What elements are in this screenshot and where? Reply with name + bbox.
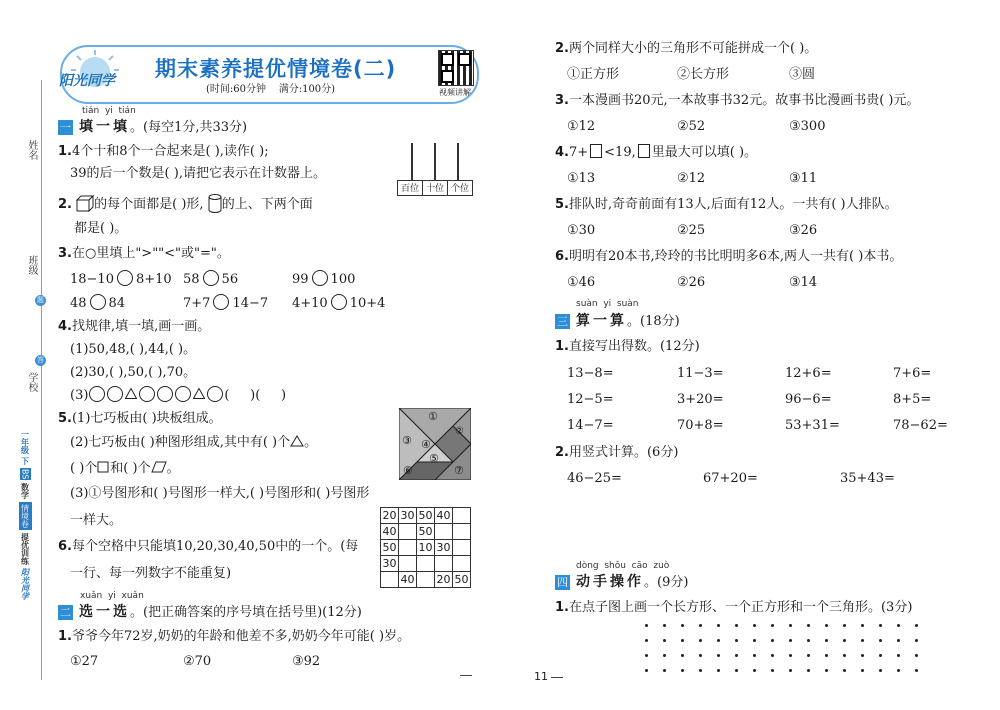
s2-q4	[555, 144, 757, 162]
section4-note: 。(9分)	[644, 575, 689, 590]
grid-dot[interactable]	[843, 639, 846, 642]
tangram-label: ①	[428, 410, 438, 423]
tangram-label: ④	[421, 438, 431, 451]
grid-cell: 50	[418, 525, 433, 538]
section1-badge: 一	[60, 121, 71, 134]
grid-dot[interactable]	[753, 654, 756, 657]
section2-note: 。(把正确答案的序号填在括号里)(12分)	[130, 605, 362, 620]
question-text: 爷爷今年72岁,奶奶的年龄和他差不多,奶奶今年可能( )岁。	[71, 629, 411, 644]
s1-q5-l2	[70, 434, 317, 452]
calc-item: 13−8=	[567, 366, 614, 381]
grid-dot[interactable]	[915, 624, 918, 627]
option[interactable]: ②70	[183, 654, 212, 669]
grid-cell: 40	[382, 525, 397, 538]
grid-dot[interactable]	[663, 639, 666, 642]
grid-cell[interactable]	[435, 556, 453, 572]
parallelogram-icon	[151, 461, 167, 473]
compare-circle[interactable]	[312, 270, 328, 286]
grid-dot[interactable]	[681, 624, 684, 627]
question-text: 每个空格中只能填10,20,30,40,50中的一个。(每	[71, 539, 359, 554]
compare-right: 14−7	[232, 296, 269, 311]
grid-row	[381, 540, 471, 556]
grid-dot[interactable]	[699, 639, 702, 642]
option[interactable]: ①27	[70, 654, 99, 669]
grid-dot[interactable]	[699, 669, 702, 672]
s2-q3	[555, 92, 919, 110]
grid-cell[interactable]	[453, 524, 471, 540]
grid-dot[interactable]	[735, 669, 738, 672]
section3-pinyin: suàn yi suàn	[576, 299, 639, 309]
grid-dot[interactable]	[717, 654, 720, 657]
compare-right: 8+10	[135, 272, 172, 287]
s3-q2	[555, 444, 678, 462]
grid-dot[interactable]	[897, 639, 900, 642]
grid-cell: 40	[400, 573, 415, 586]
grid-dot[interactable]	[663, 624, 666, 627]
question-number: 2.	[555, 41, 569, 56]
sidebar-divider	[41, 80, 42, 680]
s1-q6-l1	[58, 538, 358, 556]
question-text: 一本漫画书20元,一本故事书32元。故事书比漫画书贵( )元。	[568, 93, 920, 108]
section3-heading	[555, 312, 680, 331]
compare-right: 10+4	[349, 296, 386, 311]
grid-cell: 20	[382, 509, 397, 522]
sun-logo	[55, 48, 137, 98]
section2-heading	[58, 603, 362, 622]
s2-q1	[58, 628, 410, 646]
section3-title: 算一算	[576, 313, 627, 329]
s1-q2-line1	[58, 194, 313, 214]
question-text: 两个同样大小的三角形不可能拼成一个( )。	[568, 41, 818, 56]
section4-pinyin: dòng shǒu cāo zuò	[576, 561, 670, 571]
triangle-shape-icon	[193, 388, 205, 399]
section4-heading	[555, 573, 688, 592]
grid-dot[interactable]	[807, 669, 810, 672]
page-title: 期末素养提优情境卷(二)	[155, 57, 397, 81]
calc-item: 78−62=	[893, 418, 948, 433]
grid-dot[interactable]	[861, 624, 864, 627]
qr-code[interactable]	[438, 50, 474, 86]
tangram-label: ⑤	[429, 452, 439, 465]
s3-q1	[555, 338, 700, 356]
question-number: 2.	[58, 197, 72, 212]
question-number: 1.	[555, 339, 569, 354]
s1-q4-l3	[70, 386, 286, 405]
s2-q6	[555, 248, 902, 266]
s1-q5-l1	[58, 410, 222, 428]
s1-q5-l4: (3)①号图形和( )号图形一样大,( )号图形和( )号图形	[70, 486, 370, 501]
question-number: 2.	[555, 445, 569, 460]
sidebar-dot-2: 答	[37, 356, 44, 364]
s1-q4-l1: (1)50,48,( ),44,( )。	[70, 342, 197, 357]
grid-dot[interactable]	[789, 669, 792, 672]
grid-dot[interactable]	[753, 669, 756, 672]
triangle-shape-icon	[125, 388, 137, 399]
question-text: 用竖式计算。(6分)	[568, 445, 679, 460]
grid-dot[interactable]	[771, 669, 774, 672]
grid-dot[interactable]	[717, 669, 720, 672]
sidebar-brand-line: 数学	[20, 483, 30, 500]
question-number: 5.	[58, 411, 72, 426]
section2-title: 选一选	[79, 604, 130, 620]
grid-dot[interactable]	[663, 654, 666, 657]
grid-cell: 30	[436, 541, 451, 554]
grid-dot[interactable]	[645, 654, 648, 657]
vertical-calc-item: 67+20=	[703, 471, 758, 486]
grid-dot[interactable]	[897, 654, 900, 657]
blank-box[interactable]	[638, 144, 650, 158]
abacus[interactable]	[397, 143, 473, 195]
s1-q1-line2: 39的后一个数是( ),请把它表示在计数器上。	[70, 166, 326, 181]
sidebar-brand-line: 阳光同学	[20, 568, 30, 601]
section3-badge: 三	[557, 315, 568, 328]
s1-q2-line2: 都是( )。	[74, 221, 128, 236]
footer-dash	[460, 675, 472, 676]
option[interactable]: ②52	[677, 119, 706, 134]
question-text: 和( )个	[110, 461, 151, 476]
grid-dot[interactable]	[843, 654, 846, 657]
grid-dot[interactable]	[807, 654, 810, 657]
question-text: 找规律,填一填,画一画。	[71, 319, 211, 334]
section4-title: 动手操作	[576, 574, 644, 590]
calc-item: 3+20=	[677, 392, 724, 407]
grid-dot[interactable]	[807, 639, 810, 642]
grid-dot[interactable]	[789, 654, 792, 657]
grid-cell: 40	[436, 509, 451, 522]
grid-dot[interactable]	[915, 654, 918, 657]
grid-cell: 20	[436, 573, 451, 586]
s1-q1-line1	[58, 143, 269, 161]
question-text: ( )个	[70, 461, 98, 476]
option[interactable]: ①正方形	[567, 67, 620, 82]
grid-dot[interactable]	[735, 624, 738, 627]
grid-cell[interactable]	[453, 508, 471, 524]
sidebar-brand-line: 提优训练	[20, 533, 30, 566]
question-text: 。	[166, 461, 180, 476]
s1-q4-l2: (2)30,( ),50,( ),70。	[70, 365, 197, 380]
tangram-label: ③	[402, 434, 412, 447]
section2-badge: 二	[60, 606, 71, 619]
compare-item	[183, 294, 268, 313]
dot-grid[interactable]	[645, 624, 935, 676]
grid-cell[interactable]	[417, 572, 435, 588]
option[interactable]: ①13	[567, 171, 596, 186]
grid-dot[interactable]	[879, 639, 882, 642]
compare-right: 84	[108, 296, 126, 311]
calc-item: 14−7=	[567, 418, 614, 433]
grid-dot[interactable]	[771, 654, 774, 657]
section1-title: 填一填	[79, 119, 130, 135]
cylinder-icon	[208, 194, 222, 213]
option[interactable]: ③圆	[789, 67, 816, 82]
calc-item: 53+31=	[785, 418, 840, 433]
grid-cell[interactable]	[381, 572, 399, 588]
grid-dot[interactable]	[645, 639, 648, 642]
s2-q2	[555, 40, 817, 58]
question-text: ( )( )	[224, 388, 287, 403]
calc-item: 96−6=	[785, 392, 832, 407]
compare-left: 18−10	[70, 272, 114, 287]
question-text: 直接写出得数。(12分)	[568, 339, 700, 354]
grid-dot[interactable]	[753, 639, 756, 642]
grid-dot[interactable]	[861, 639, 864, 642]
question-number: 1.	[58, 629, 72, 644]
grid-dot[interactable]	[825, 654, 828, 657]
option[interactable]: ①12	[567, 119, 596, 134]
s1-q5-l5: 一样大。	[70, 513, 123, 528]
grid-dot[interactable]	[843, 669, 846, 672]
grid-dot[interactable]	[897, 624, 900, 627]
logo-text: 阳光同学	[59, 73, 115, 89]
section2-pinyin: xuǎn yi xuǎn	[80, 591, 144, 601]
question-text: 明明有20本书,玲玲的书比明明多6本,两人一共有( )本书。	[568, 249, 903, 264]
calc-item: 11−3=	[677, 366, 724, 381]
abacus-label: 十位	[423, 181, 448, 195]
section1-heading	[58, 118, 247, 137]
section1-note: 。(每空1分,共33分)	[130, 120, 248, 135]
compare-item	[70, 270, 172, 289]
vertical-calc-item: 35+43=	[840, 471, 895, 486]
question-number: 6.	[555, 249, 569, 264]
compare-item	[292, 294, 385, 313]
s1-q5-l3	[70, 460, 180, 478]
calc-item: 70+8=	[677, 418, 724, 433]
question-number: 3.	[555, 93, 569, 108]
cube-icon	[76, 195, 94, 212]
grid-dot[interactable]	[735, 654, 738, 657]
grid-cell: 30	[400, 509, 415, 522]
class-label: 班级	[26, 255, 37, 275]
grid-dot[interactable]	[861, 654, 864, 657]
tangram	[399, 408, 471, 480]
grid-row	[381, 556, 471, 572]
footer-dash	[551, 677, 563, 678]
question-text: 在○里填上">""<"或"="。	[71, 246, 230, 261]
grid-dot[interactable]	[681, 654, 684, 657]
compare-right: 100	[330, 272, 356, 287]
question-text: 的上、下两个面	[221, 197, 313, 212]
compare-item	[70, 294, 125, 313]
abacus-label: 个位	[450, 184, 469, 194]
vertical-calc-item: 46−25=	[567, 471, 622, 486]
grid-dot[interactable]	[915, 639, 918, 642]
name-label: 姓名	[26, 140, 37, 160]
question-number: 4.	[555, 145, 569, 160]
grid-dot[interactable]	[771, 639, 774, 642]
compare-left: 99	[292, 272, 309, 287]
grid-dot[interactable]	[753, 624, 756, 627]
blank-box[interactable]	[590, 144, 602, 158]
compare-circle[interactable]	[90, 294, 106, 310]
question-text: 。	[304, 435, 318, 450]
grid-cell[interactable]	[399, 540, 417, 556]
compare-item	[183, 270, 238, 289]
question-text: 里最大可以填( )。	[651, 145, 758, 160]
grid-dot[interactable]	[879, 669, 882, 672]
abacus-label: 百位	[398, 181, 423, 195]
grid-dot[interactable]	[681, 639, 684, 642]
s4-q1	[555, 599, 912, 617]
grid-dot[interactable]	[699, 624, 702, 627]
grid-cell[interactable]	[399, 556, 417, 572]
compare-left: 58	[183, 272, 200, 287]
sidebar-brand-line: BS	[20, 468, 30, 480]
grid-dot[interactable]	[807, 624, 810, 627]
grid-dot[interactable]	[825, 669, 828, 672]
section1-pinyin: tián yi tián	[82, 106, 136, 116]
grid-cell: 50	[454, 573, 469, 586]
sidebar-dot-1: 题	[37, 296, 44, 304]
grid-cell: 50	[382, 541, 397, 554]
question-text: 4个十和8个一合起来是( ),读作( );	[71, 144, 269, 159]
sidebar-brand-line: 一年级 下	[20, 430, 30, 465]
question-text: 排队时,奇奇前面有13人,后面有12人。一共有( )人排队。	[568, 197, 898, 212]
grid-cell[interactable]	[399, 524, 417, 540]
option[interactable]: ③300	[789, 119, 826, 134]
grid-row	[381, 524, 471, 540]
grid-dot[interactable]	[825, 624, 828, 627]
compare-left: 4+10	[292, 296, 328, 311]
grid-dot[interactable]	[861, 669, 864, 672]
question-text: 7+	[568, 145, 589, 160]
option[interactable]: ①46	[567, 275, 596, 290]
s1-q6-l2: 一行、每一列数字不能重复)	[70, 566, 232, 581]
grid-dot[interactable]	[843, 624, 846, 627]
question-text: <19,	[604, 145, 636, 160]
option[interactable]: ③11	[789, 171, 818, 186]
grid-dot[interactable]	[645, 669, 648, 672]
circle-shape-icon	[139, 386, 155, 402]
calc-item: 8+5=	[893, 392, 932, 407]
grid-dot[interactable]	[663, 669, 666, 672]
compare-circle[interactable]	[213, 294, 229, 310]
grid-cell[interactable]	[417, 556, 435, 572]
question-number: 5.	[555, 197, 569, 212]
grid-dot[interactable]	[717, 639, 720, 642]
option[interactable]: ②长方形	[677, 67, 730, 82]
grid-cell: 30	[382, 557, 397, 570]
grid-dot[interactable]	[789, 624, 792, 627]
option[interactable]: ③14	[789, 275, 818, 290]
tangram-label: ⑥	[403, 464, 413, 477]
question-text: 的每个面都是( )形,	[94, 197, 204, 212]
compare-right: 56	[221, 272, 239, 287]
sidebar-brand-line: 情境卷	[20, 504, 30, 529]
grid-cell[interactable]	[453, 556, 471, 572]
section4-badge: 四	[557, 576, 568, 589]
circle-shape-icon	[175, 386, 191, 402]
exam-subtitle: (时间:60分钟 满分:100分)	[206, 84, 336, 95]
option[interactable]: ②25	[677, 223, 706, 238]
question-number: 3.	[58, 246, 72, 261]
grid-dot[interactable]	[771, 624, 774, 627]
grid-row	[381, 572, 471, 588]
circle-shape-icon	[89, 386, 105, 402]
grid-cell: 50	[418, 509, 433, 522]
calc-item: 12−5=	[567, 392, 614, 407]
option[interactable]: ②12	[677, 171, 706, 186]
grid-dot[interactable]	[789, 639, 792, 642]
grid-dot[interactable]	[879, 624, 882, 627]
question-text: (1)七巧板由( )块板组成。	[71, 411, 222, 426]
option[interactable]: ③26	[789, 223, 818, 238]
grid-dot[interactable]	[897, 669, 900, 672]
triangle-icon	[290, 435, 304, 447]
question-text: 在点子图上画一个长方形、一个正方形和一个三角形。(3分)	[568, 600, 913, 615]
grid-row	[381, 508, 471, 524]
grid-dot[interactable]	[735, 639, 738, 642]
option[interactable]: ①30	[567, 223, 596, 238]
square-icon	[97, 461, 110, 473]
section3-note: 。(18分)	[627, 314, 680, 329]
grid-cell[interactable]	[453, 540, 471, 556]
grid-dot[interactable]	[825, 639, 828, 642]
grid-dot[interactable]	[645, 624, 648, 627]
grid-cell: 10	[418, 541, 433, 554]
grid-dot[interactable]	[681, 669, 684, 672]
question-text: (2)七巧板由( )种图形组成,其中有( )个	[70, 435, 291, 450]
option[interactable]: ③92	[292, 654, 321, 669]
school-label: 学校	[26, 372, 37, 392]
question-number: 1.	[58, 144, 72, 159]
s1-q3-title	[58, 245, 230, 263]
calc-item: 7+6=	[893, 366, 932, 381]
grid-dot[interactable]	[879, 654, 882, 657]
grid-cell[interactable]	[435, 524, 453, 540]
compare-circle[interactable]	[331, 294, 347, 310]
question-number: 4.	[58, 319, 72, 334]
option[interactable]: ②26	[677, 275, 706, 290]
s1-q4-title	[58, 318, 210, 336]
page-number: 11	[534, 670, 548, 683]
circle-shape-icon	[157, 386, 173, 402]
number-grid	[380, 507, 471, 588]
grid-dot[interactable]	[915, 669, 918, 672]
compare-left: 48	[70, 296, 87, 311]
compare-left: 7+7	[183, 296, 211, 311]
tangram-label: ②	[455, 426, 464, 437]
circle-shape-icon	[207, 386, 223, 402]
circle-shape-icon	[107, 386, 123, 402]
compare-circle[interactable]	[203, 270, 219, 286]
compare-item	[292, 270, 355, 289]
sidebar-brand	[14, 430, 36, 685]
s2-q5	[555, 196, 898, 214]
question-number: 1.	[555, 600, 569, 615]
tangram-label: ⑦	[454, 464, 464, 477]
qr-label: 视频讲解	[439, 88, 471, 97]
question-text: (3)	[70, 388, 89, 403]
question-number: 6.	[58, 539, 72, 554]
grid-dot[interactable]	[699, 654, 702, 657]
calc-item: 12+6=	[785, 366, 832, 381]
grid-dot[interactable]	[717, 624, 720, 627]
compare-circle[interactable]	[117, 270, 133, 286]
